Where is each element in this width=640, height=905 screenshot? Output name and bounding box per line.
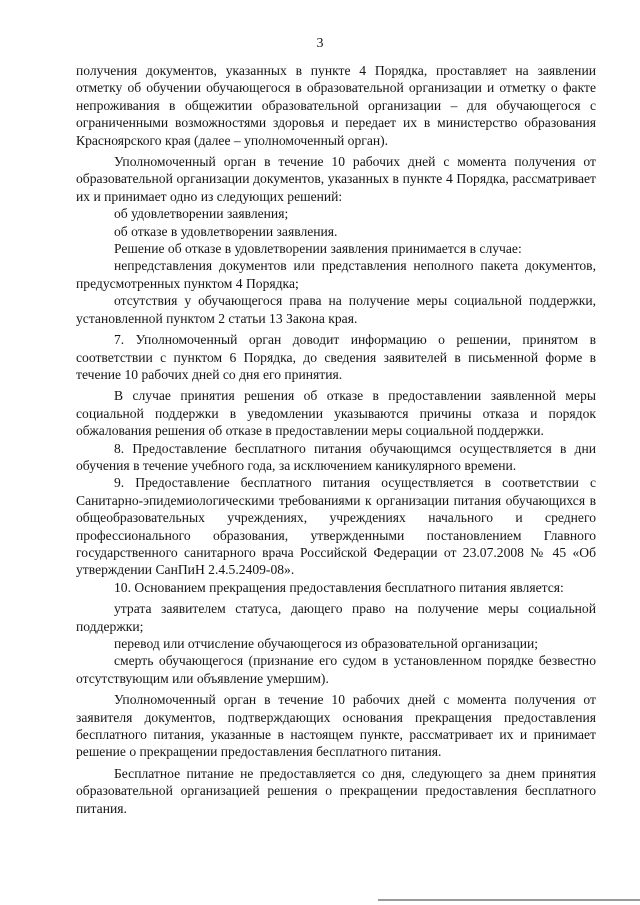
paragraph: перевод или отчисление обучающегося из образовательной организации; <box>114 636 539 651</box>
document-body <box>76 62 596 817</box>
paragraph: 7. Уполномоченный орган доводит информацию о решении, принятом в соответствии с пунктом 6 Порядка, до сведения заявителей в письменной форме в течение 10 рабочих дней со дня его принятия. <box>76 332 596 382</box>
paragraph: об удовлетворении заявления; <box>114 206 289 222</box>
paragraph: непредставления документов или представления неполного пакета документов, предусмотренных пунктом 4 Порядка; <box>76 258 596 291</box>
paragraph: Уполномоченный орган в течение 10 рабочих дней с момента получения от образовательной организации документов, указанных в пункте 4 Порядка, рассматривает их и принимает одно из следующих решений: <box>76 154 596 204</box>
paragraph: отсутствия у обучающегося права на получение меры социальной поддержки, установленной пунктом 2 статьи 13 Закона края. <box>76 293 596 326</box>
paragraph: утрата заявителем статуса, дающего право на получение меры социальной поддержки; <box>76 601 596 634</box>
paragraph: 9. Предоставление бесплатного питания осуществляется в соответствии с Санитарно-эпидемиологическими требованиями к организации питания обучающихся в общеобразовательных учреждениях, учреждениях начального и среднего профессионального образования, утвержденными постановлением Главного государственного санитарного врача Российской Федерации от 23.07.2008 № 45 «Об утверждении СанПиН 2.4.5.2409-08». <box>76 475 596 578</box>
paragraph: В случае принятия решения об отказе в предоставлении заявленной меры социальной поддержки в уведомлении указываются причины отказа и порядок обжалования решения об отказе в предоставлении меры социальной поддержки. <box>76 388 596 439</box>
paragraph: 10. Основанием прекращения предоставления бесплатного питания является: <box>114 579 564 595</box>
paragraph: Бесплатное питание не предоставляется со дня, следующего за днем принятия образовательной организацией решения о прекращении предоставления бесплатного питания. <box>76 765 596 816</box>
paragraph: смерть обучающегося (признание его судом в установленном порядке безвестно отсутствующим или объявление умершим). <box>76 653 596 686</box>
paragraph: Уполномоченный орган в течение 10 рабочих дней с момента получения от заявителя документов, подтверждающих основания прекращения предоставления бесплатного питания, указанные в настоящем пункте, рассматривает их и принимает решение о прекращении предоставления бесплатного питания. <box>76 692 596 760</box>
paragraph: Решение об отказе в удовлетворении заявления принимается в случае: <box>114 241 522 257</box>
scan-edge-line <box>378 899 640 901</box>
paragraph: получения документов, указанных в пункте 4 Порядка, проставляет на заявлении отметку об обучении обучающегося в образовательной организации и отметку о факте непроживания в общежитии образовательной организации – для обучающегося с ограниченными возможностями здоровья и передает их в министерство образования Красноярского края (далее – уполномоченный орган). <box>76 63 596 148</box>
paragraph: 8. Предоставление бесплатного питания обучающимся осуществляется в дни обучения в течение учебного года, за исключением каникулярного времени. <box>76 440 596 473</box>
paragraph: об отказе в удовлетворении заявления. <box>114 223 338 239</box>
page-number: 3 <box>316 36 324 51</box>
